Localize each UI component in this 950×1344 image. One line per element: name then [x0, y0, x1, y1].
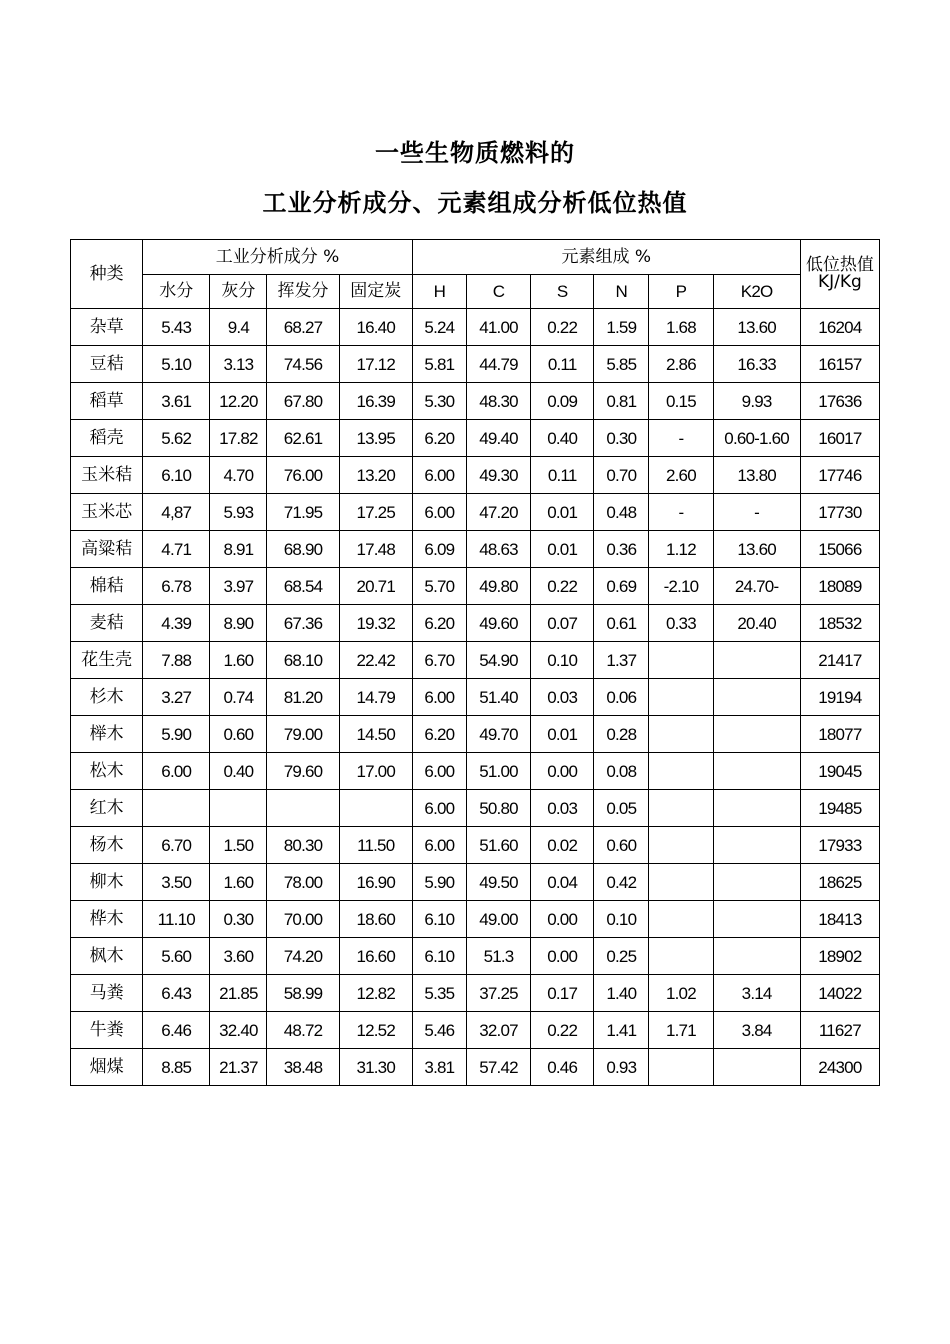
- cell-ash: 0.74: [210, 679, 267, 716]
- cell-h: 5.70: [412, 568, 466, 605]
- table-row: [71, 975, 880, 1012]
- table-row: [71, 790, 880, 827]
- cell-heat-value: 11627: [800, 1012, 879, 1049]
- cell-heat-value: 15066: [800, 531, 879, 568]
- cell-volatile: 78.00: [267, 864, 339, 901]
- cell-s: 0.01: [531, 531, 594, 568]
- cell-fixed-carbon: 17.12: [339, 346, 412, 383]
- cell-h: 6.00: [412, 679, 466, 716]
- row-fuel-name: 马粪: [71, 975, 143, 1012]
- cell-s: 0.03: [531, 679, 594, 716]
- cell-n: 0.42: [594, 864, 649, 901]
- cell-p: 1.12: [649, 531, 713, 568]
- cell-volatile: 81.20: [267, 679, 339, 716]
- cell-moisture: 5.43: [143, 309, 210, 346]
- cell-c: 49.80: [466, 568, 530, 605]
- cell-c: 32.07: [466, 1012, 530, 1049]
- cell-ash: 0.60: [210, 716, 267, 753]
- cell-heat-value: 21417: [800, 642, 879, 679]
- cell-n: 1.40: [594, 975, 649, 1012]
- cell-c: 49.50: [466, 864, 530, 901]
- cell-heat-value: 17933: [800, 827, 879, 864]
- cell-c: 37.25: [466, 975, 530, 1012]
- table-row: [71, 420, 880, 457]
- table-row: [71, 605, 880, 642]
- cell-s: 0.11: [531, 346, 594, 383]
- cell-volatile: 68.27: [267, 309, 339, 346]
- cell-h: 6.10: [412, 938, 466, 975]
- cell-p: 1.71: [649, 1012, 713, 1049]
- row-fuel-name: 杨木: [71, 827, 143, 864]
- cell-s: 0.00: [531, 753, 594, 790]
- cell-moisture: 6.70: [143, 827, 210, 864]
- cell-heat-value: 18532: [800, 605, 879, 642]
- cell-heat-value: 17746: [800, 457, 879, 494]
- cell-h: 6.09: [412, 531, 466, 568]
- cell-n: 0.93: [594, 1049, 649, 1086]
- table-row: [71, 1012, 880, 1049]
- cell-ash: 0.30: [210, 901, 267, 938]
- row-fuel-name: 麦秸: [71, 605, 143, 642]
- cell-h: 5.30: [412, 383, 466, 420]
- cell-moisture: 4,87: [143, 494, 210, 531]
- cell-fixed-carbon: 19.32: [339, 605, 412, 642]
- cell-ash: 1.60: [210, 864, 267, 901]
- cell-moisture: 3.61: [143, 383, 210, 420]
- cell-fixed-carbon: 17.48: [339, 531, 412, 568]
- cell-volatile: 67.36: [267, 605, 339, 642]
- row-fuel-name: 玉米芯: [71, 494, 143, 531]
- cell-ash: 3.97: [210, 568, 267, 605]
- cell-n: 0.25: [594, 938, 649, 975]
- cell-p: [649, 679, 713, 716]
- cell-p: 0.33: [649, 605, 713, 642]
- table-row: [71, 642, 880, 679]
- cell-p: [649, 753, 713, 790]
- cell-heat-value: 16157: [800, 346, 879, 383]
- cell-h: 6.20: [412, 605, 466, 642]
- cell-s: 0.00: [531, 901, 594, 938]
- cell-k2o: 0.60-1.60: [713, 420, 800, 457]
- cell-p: [649, 1049, 713, 1086]
- cell-volatile: 67.80: [267, 383, 339, 420]
- cell-volatile: [267, 790, 339, 827]
- cell-h: 6.00: [412, 494, 466, 531]
- row-fuel-name: 杂草: [71, 309, 143, 346]
- cell-moisture: 5.10: [143, 346, 210, 383]
- header-element-group: 元素组成 %: [412, 240, 800, 275]
- row-fuel-name: 稻草: [71, 383, 143, 420]
- cell-moisture: 6.00: [143, 753, 210, 790]
- cell-ash: 17.82: [210, 420, 267, 457]
- cell-k2o: [713, 679, 800, 716]
- cell-c: 48.63: [466, 531, 530, 568]
- cell-fixed-carbon: [339, 790, 412, 827]
- cell-volatile: 68.54: [267, 568, 339, 605]
- cell-c: 47.20: [466, 494, 530, 531]
- cell-p: [649, 827, 713, 864]
- cell-volatile: 79.60: [267, 753, 339, 790]
- cell-c: 49.70: [466, 716, 530, 753]
- cell-moisture: 5.60: [143, 938, 210, 975]
- row-fuel-name: 桦木: [71, 901, 143, 938]
- cell-s: 0.09: [531, 383, 594, 420]
- cell-fixed-carbon: 16.40: [339, 309, 412, 346]
- cell-heat-value: 19485: [800, 790, 879, 827]
- cell-k2o: [713, 790, 800, 827]
- cell-moisture: 6.46: [143, 1012, 210, 1049]
- cell-volatile: 68.90: [267, 531, 339, 568]
- cell-heat-value: 19045: [800, 753, 879, 790]
- cell-h: 5.46: [412, 1012, 466, 1049]
- cell-k2o: 20.40: [713, 605, 800, 642]
- cell-fixed-carbon: 22.42: [339, 642, 412, 679]
- header-column: H: [412, 275, 466, 309]
- cell-ash: 8.91: [210, 531, 267, 568]
- cell-moisture: 6.43: [143, 975, 210, 1012]
- cell-volatile: 74.56: [267, 346, 339, 383]
- header-column: K2O: [713, 275, 800, 309]
- cell-volatile: 76.00: [267, 457, 339, 494]
- row-fuel-name: 烟煤: [71, 1049, 143, 1086]
- cell-n: 0.10: [594, 901, 649, 938]
- header-column: 灰分: [210, 275, 267, 309]
- cell-fixed-carbon: 18.60: [339, 901, 412, 938]
- cell-moisture: 11.10: [143, 901, 210, 938]
- cell-c: 44.79: [466, 346, 530, 383]
- cell-fixed-carbon: 12.52: [339, 1012, 412, 1049]
- cell-heat-value: 16204: [800, 309, 879, 346]
- cell-c: 48.30: [466, 383, 530, 420]
- cell-s: 0.00: [531, 938, 594, 975]
- cell-moisture: 8.85: [143, 1049, 210, 1086]
- cell-k2o: 24.70-: [713, 568, 800, 605]
- cell-ash: 3.60: [210, 938, 267, 975]
- cell-volatile: 48.72: [267, 1012, 339, 1049]
- cell-h: 6.00: [412, 457, 466, 494]
- table-row: [71, 494, 880, 531]
- header-column: S: [531, 275, 594, 309]
- table-row: [71, 531, 880, 568]
- cell-moisture: 3.50: [143, 864, 210, 901]
- cell-moisture: 4.39: [143, 605, 210, 642]
- cell-n: 0.36: [594, 531, 649, 568]
- cell-moisture: 3.27: [143, 679, 210, 716]
- cell-k2o: 3.84: [713, 1012, 800, 1049]
- cell-fixed-carbon: 31.30: [339, 1049, 412, 1086]
- cell-s: 0.17: [531, 975, 594, 1012]
- table-row: [71, 383, 880, 420]
- cell-s: 0.07: [531, 605, 594, 642]
- cell-k2o: [713, 901, 800, 938]
- cell-fixed-carbon: 13.95: [339, 420, 412, 457]
- cell-ash: 1.60: [210, 642, 267, 679]
- cell-h: 5.24: [412, 309, 466, 346]
- table-row: [71, 346, 880, 383]
- cell-ash: 21.37: [210, 1049, 267, 1086]
- cell-k2o: [713, 716, 800, 753]
- table-row: [71, 309, 880, 346]
- header-column: C: [466, 275, 530, 309]
- cell-k2o: [713, 1049, 800, 1086]
- cell-s: 0.22: [531, 568, 594, 605]
- cell-h: 6.00: [412, 753, 466, 790]
- cell-fixed-carbon: 14.50: [339, 716, 412, 753]
- cell-c: 49.60: [466, 605, 530, 642]
- header-column: 挥发分: [267, 275, 339, 309]
- cell-heat-value: 18902: [800, 938, 879, 975]
- table-row: [71, 827, 880, 864]
- row-fuel-name: 稻壳: [71, 420, 143, 457]
- cell-volatile: 71.95: [267, 494, 339, 531]
- cell-n: 5.85: [594, 346, 649, 383]
- cell-fixed-carbon: 12.82: [339, 975, 412, 1012]
- cell-fixed-carbon: 14.79: [339, 679, 412, 716]
- row-fuel-name: 玉米秸: [71, 457, 143, 494]
- cell-s: 0.22: [531, 1012, 594, 1049]
- cell-k2o: [713, 642, 800, 679]
- cell-k2o: 3.14: [713, 975, 800, 1012]
- cell-p: -2.10: [649, 568, 713, 605]
- cell-volatile: 38.48: [267, 1049, 339, 1086]
- cell-n: 1.41: [594, 1012, 649, 1049]
- cell-volatile: 79.00: [267, 716, 339, 753]
- cell-heat-value: 14022: [800, 975, 879, 1012]
- header-proximate-group: 工业分析成分 %: [143, 240, 413, 275]
- cell-fixed-carbon: 16.60: [339, 938, 412, 975]
- cell-p: 0.15: [649, 383, 713, 420]
- cell-volatile: 70.00: [267, 901, 339, 938]
- cell-s: 0.40: [531, 420, 594, 457]
- cell-h: 5.81: [412, 346, 466, 383]
- cell-c: 50.80: [466, 790, 530, 827]
- row-fuel-name: 榉木: [71, 716, 143, 753]
- row-fuel-name: 杉木: [71, 679, 143, 716]
- cell-heat-value: 16017: [800, 420, 879, 457]
- header-heat-value: 低位热值 KJ/Kg: [800, 240, 879, 309]
- table-row: [71, 679, 880, 716]
- cell-ash: [210, 790, 267, 827]
- cell-p: 1.02: [649, 975, 713, 1012]
- cell-n: 0.06: [594, 679, 649, 716]
- cell-k2o: -: [713, 494, 800, 531]
- cell-c: 51.3: [466, 938, 530, 975]
- cell-ash: 3.13: [210, 346, 267, 383]
- biomass-fuel-table: [70, 239, 880, 1086]
- header-column: 水分: [143, 275, 210, 309]
- row-fuel-name: 柳木: [71, 864, 143, 901]
- cell-k2o: 13.80: [713, 457, 800, 494]
- table-row: [71, 716, 880, 753]
- cell-n: 0.30: [594, 420, 649, 457]
- cell-c: 51.00: [466, 753, 530, 790]
- cell-h: 6.10: [412, 901, 466, 938]
- cell-k2o: [713, 827, 800, 864]
- cell-c: 54.90: [466, 642, 530, 679]
- cell-ash: 9.4: [210, 309, 267, 346]
- cell-volatile: 74.20: [267, 938, 339, 975]
- cell-moisture: 5.62: [143, 420, 210, 457]
- cell-h: 6.20: [412, 420, 466, 457]
- cell-p: [649, 790, 713, 827]
- row-fuel-name: 棉秸: [71, 568, 143, 605]
- cell-moisture: 6.10: [143, 457, 210, 494]
- cell-k2o: 9.93: [713, 383, 800, 420]
- cell-n: 1.37: [594, 642, 649, 679]
- cell-h: 6.00: [412, 827, 466, 864]
- table-row: [71, 938, 880, 975]
- cell-c: 57.42: [466, 1049, 530, 1086]
- cell-s: 0.01: [531, 716, 594, 753]
- cell-p: 2.86: [649, 346, 713, 383]
- cell-volatile: 58.99: [267, 975, 339, 1012]
- cell-s: 0.10: [531, 642, 594, 679]
- cell-heat-value: 24300: [800, 1049, 879, 1086]
- cell-ash: 8.90: [210, 605, 267, 642]
- cell-n: 0.28: [594, 716, 649, 753]
- cell-fixed-carbon: 11.50: [339, 827, 412, 864]
- table-row: [71, 568, 880, 605]
- cell-heat-value: 17636: [800, 383, 879, 420]
- cell-heat-value: 18413: [800, 901, 879, 938]
- cell-fixed-carbon: 16.90: [339, 864, 412, 901]
- cell-n: 0.48: [594, 494, 649, 531]
- cell-c: 51.40: [466, 679, 530, 716]
- table-row: [71, 864, 880, 901]
- row-fuel-name: 枫木: [71, 938, 143, 975]
- cell-fixed-carbon: 13.20: [339, 457, 412, 494]
- cell-c: 41.00: [466, 309, 530, 346]
- row-fuel-name: 牛粪: [71, 1012, 143, 1049]
- cell-h: 5.90: [412, 864, 466, 901]
- cell-fixed-carbon: 16.39: [339, 383, 412, 420]
- cell-n: 0.70: [594, 457, 649, 494]
- row-fuel-name: 高粱秸: [71, 531, 143, 568]
- cell-s: 0.04: [531, 864, 594, 901]
- cell-ash: 21.85: [210, 975, 267, 1012]
- row-fuel-name: 红木: [71, 790, 143, 827]
- header-row-groups: [71, 240, 880, 275]
- cell-k2o: [713, 864, 800, 901]
- cell-heat-value: 18089: [800, 568, 879, 605]
- cell-n: 0.60: [594, 827, 649, 864]
- table-row: [71, 1049, 880, 1086]
- cell-fixed-carbon: 20.71: [339, 568, 412, 605]
- cell-c: 49.00: [466, 901, 530, 938]
- cell-n: 0.05: [594, 790, 649, 827]
- cell-ash: 12.20: [210, 383, 267, 420]
- cell-s: 0.02: [531, 827, 594, 864]
- table-row: [71, 901, 880, 938]
- header-kind: 种类: [71, 240, 143, 309]
- cell-c: 49.40: [466, 420, 530, 457]
- cell-volatile: 80.30: [267, 827, 339, 864]
- cell-p: [649, 901, 713, 938]
- cell-ash: 5.93: [210, 494, 267, 531]
- cell-moisture: 7.88: [143, 642, 210, 679]
- cell-ash: 32.40: [210, 1012, 267, 1049]
- cell-moisture: 6.78: [143, 568, 210, 605]
- header-row-columns: [71, 275, 880, 309]
- cell-moisture: 5.90: [143, 716, 210, 753]
- cell-ash: 1.50: [210, 827, 267, 864]
- cell-n: 0.81: [594, 383, 649, 420]
- cell-volatile: 68.10: [267, 642, 339, 679]
- cell-k2o: 16.33: [713, 346, 800, 383]
- cell-n: 0.61: [594, 605, 649, 642]
- cell-p: -: [649, 494, 713, 531]
- cell-c: 51.60: [466, 827, 530, 864]
- row-fuel-name: 花生壳: [71, 642, 143, 679]
- cell-c: 49.30: [466, 457, 530, 494]
- row-fuel-name: 松木: [71, 753, 143, 790]
- cell-heat-value: 18625: [800, 864, 879, 901]
- header-column: N: [594, 275, 649, 309]
- cell-volatile: 62.61: [267, 420, 339, 457]
- cell-heat-value: 17730: [800, 494, 879, 531]
- document-title-line2: 工业分析成分、元素组成分析低位热值: [262, 189, 688, 217]
- cell-p: -: [649, 420, 713, 457]
- cell-k2o: 13.60: [713, 309, 800, 346]
- table-row: [71, 753, 880, 790]
- cell-ash: 4.70: [210, 457, 267, 494]
- cell-k2o: [713, 753, 800, 790]
- cell-h: 6.70: [412, 642, 466, 679]
- cell-heat-value: 18077: [800, 716, 879, 753]
- cell-n: 0.08: [594, 753, 649, 790]
- cell-p: 2.60: [649, 457, 713, 494]
- cell-p: [649, 938, 713, 975]
- cell-h: 6.20: [412, 716, 466, 753]
- cell-p: [649, 864, 713, 901]
- header-column: 固定炭: [339, 275, 412, 309]
- cell-s: 0.46: [531, 1049, 594, 1086]
- cell-k2o: [713, 938, 800, 975]
- cell-h: 5.35: [412, 975, 466, 1012]
- cell-ash: 0.40: [210, 753, 267, 790]
- cell-p: [649, 642, 713, 679]
- cell-fixed-carbon: 17.25: [339, 494, 412, 531]
- cell-s: 0.22: [531, 309, 594, 346]
- cell-n: 1.59: [594, 309, 649, 346]
- header-column: P: [649, 275, 713, 309]
- cell-h: 6.00: [412, 790, 466, 827]
- cell-heat-value: 19194: [800, 679, 879, 716]
- cell-k2o: 13.60: [713, 531, 800, 568]
- cell-p: [649, 716, 713, 753]
- cell-s: 0.03: [531, 790, 594, 827]
- cell-p: 1.68: [649, 309, 713, 346]
- cell-n: 0.69: [594, 568, 649, 605]
- cell-fixed-carbon: 17.00: [339, 753, 412, 790]
- cell-h: 3.81: [412, 1049, 466, 1086]
- table-row: [71, 457, 880, 494]
- cell-moisture: 4.71: [143, 531, 210, 568]
- document-title-line1: 一些生物质燃料的: [375, 139, 575, 167]
- cell-moisture: [143, 790, 210, 827]
- row-fuel-name: 豆秸: [71, 346, 143, 383]
- cell-s: 0.01: [531, 494, 594, 531]
- cell-s: 0.11: [531, 457, 594, 494]
